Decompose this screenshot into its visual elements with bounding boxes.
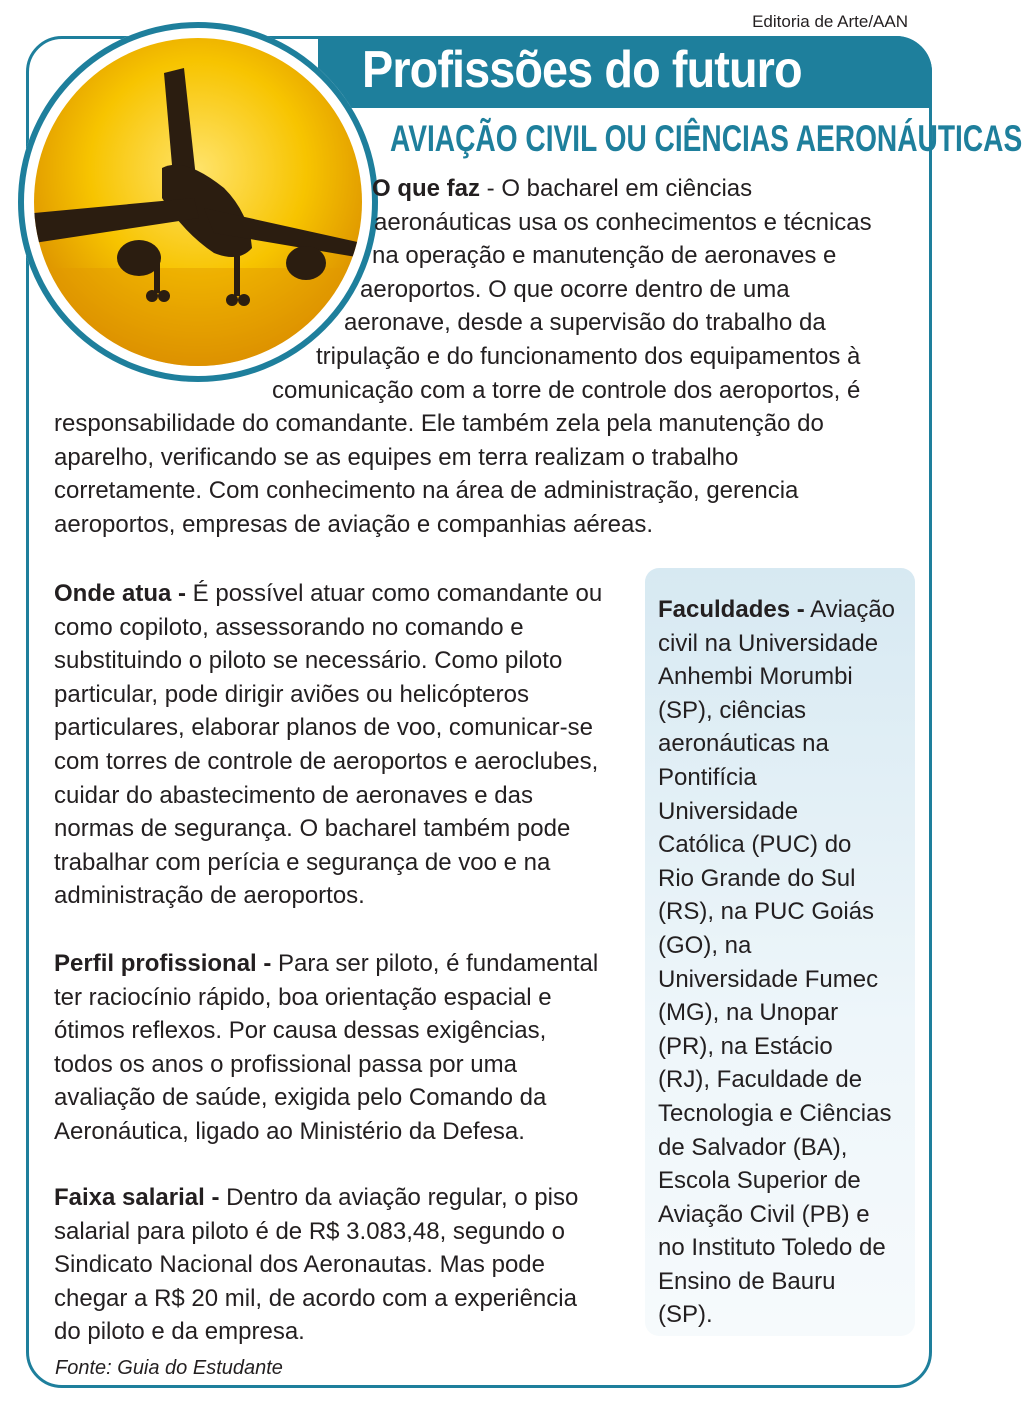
section-label: Faixa salarial - [54,1184,220,1211]
page-title: Profissões do futuro [362,41,802,99]
section-label: Faculdades - [658,596,805,623]
source-note: Fonte: Guia do Estudante [55,1357,283,1379]
section-o-que-faz: O que faz - O bacharel em ciências aeronáuticas usa os conhecimentos e técnicas na operação e manutenção de aeronaves e aeroportos. O que ocorre dentro de uma aeronave, desde a supervisão do trabalho da tripulação e do funcionamento dos equipamentos à comunicação com a torre de controle dos aeroportos, é responsabilidade do comandante. Ele também zela pela manutenção do aparelho, verificando se as equipes em terra realizam o trabalho corretamente. Com conhecimento na área de administração, gerencia aeroportos, empresas de aviação e companhias aéreas. [54,175,872,538]
section-faculdades: Faculdades - Aviação civil na Universidade Anhembi Morumbi (SP), ciências aeronáuticas na Pontifícia Universidade Católica (PUC) do Rio Grande do Sul (RS), na PUC Goiás (GO), na Universidade Fumec (MG), na Unopar (PR), na Estácio (RJ), Faculdade de Tecnologia e Ciências de Salvador (BA), Escola Superior de Aviação Civil (PB) e no Instituto Toledo de Ensino de Bauru (SP). [658,596,896,1329]
page-subtitle: AVIAÇÃO CIVIL OU CIÊNCIAS AERONÁUTICAS [390,118,1022,159]
section-onde-atua: Onde atua - É possível atuar como comandante ou como copiloto, assessorando no comando e substituindo o piloto se necessário. Como piloto particular, pode dirigir aviões ou helicópteros particulares, elaborar planos de voo, comunicar-se com torres de controle de aeroportos e aeroclubes, cuidar do abastecimento de aeronaves e das normas de segurança. O bacharel também pode trabalhar com perícia e segurança de voo e na administração de aeroportos. [54,580,603,910]
section-label: O que faz [372,175,481,202]
section-label: Perfil profissional - [54,950,272,977]
credit: Editoria de Arte/AAN [752,12,908,31]
section-salario: Faixa salarial - Dentro da aviação regular, o piso salarial para piloto é de R$ 3.083,48, segundo o Sindicato Nacional dos Aeronautas. Mas pode chegar a R$ 20 mil, de acordo com a experiência do piloto e da empresa. [54,1184,579,1346]
section-label: Onde atua - [54,580,187,607]
section-perfil: Perfil profissional - Para ser piloto, é fundamental ter raciocínio rápido, boa orientação espacial e ótimos reflexos. Por causa dessas exigências, todos os anos o profissional passa por uma avaliação de saúde, exigida pelo Comando da Aeronáutica, ligado ao Ministério da Defesa. [54,950,599,1145]
